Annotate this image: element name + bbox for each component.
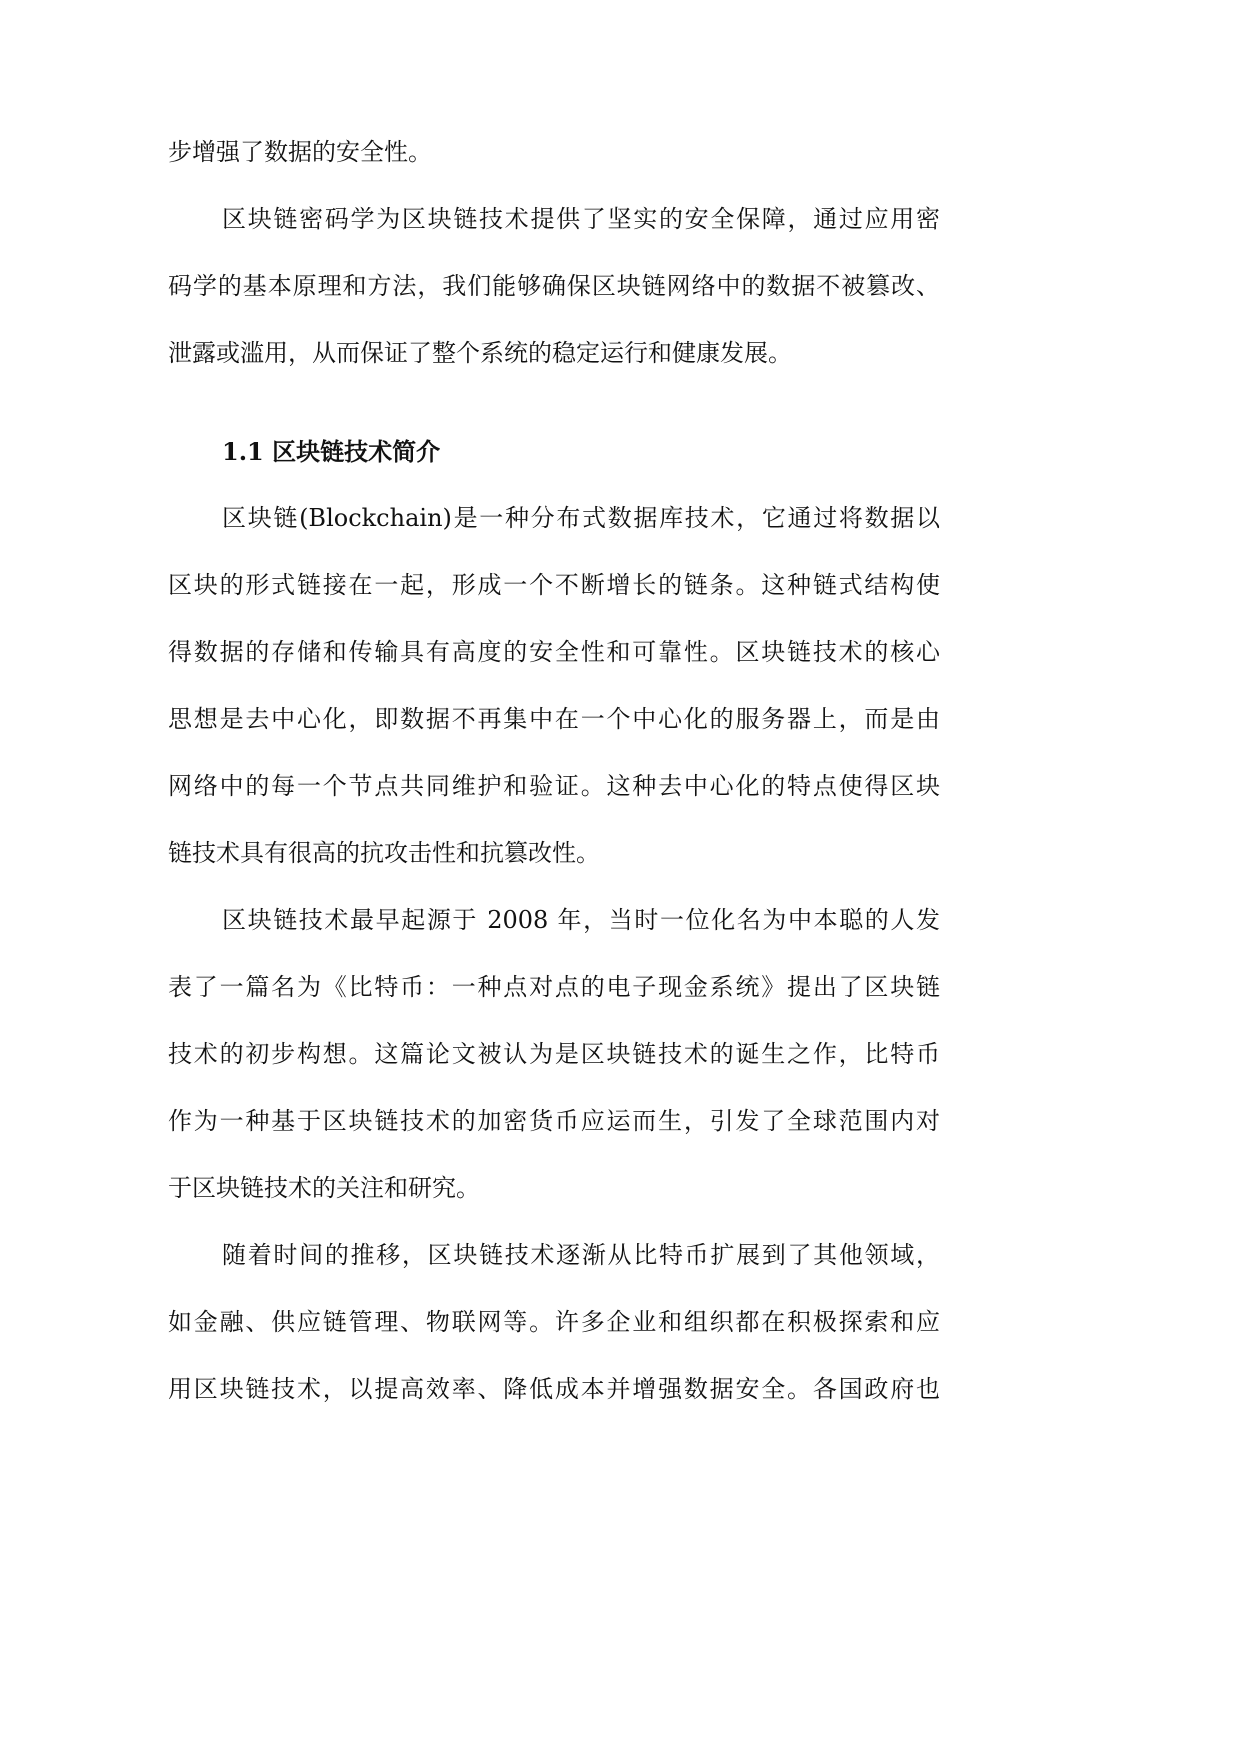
paragraph-line: 如金融、供应链管理、物联网等。许多企业和组织都在积极探索和应 [168,1308,940,1336]
paragraph [168,119,940,186]
paragraph-line: 作为一种基于区块链技术的加密货币应运而生，引发了全球范围内对 [168,1107,940,1135]
paragraph-line: 区块链(Blockchain)是一种分布式数据库技术，它通过将数据以 [222,504,940,532]
paragraph-line: 于区块链技术的关注和研究。 [168,1174,480,1202]
paragraph-line: 用区块链技术，以提高效率、降低成本并增强数据安全。各国政府也 [168,1375,940,1403]
paragraph-line: 思想是去中心化，即数据不再集中在一个中心化的服务器上，而是由 [168,705,940,733]
paragraph-line: 步增强了数据的安全性。 [168,138,432,166]
paragraph-line: 区块链密码学为区块链技术提供了坚实的安全保障，通过应用密 [222,205,940,233]
paragraph-line: 表了一篇名为《比特币：一种点对点的电子现金系统》提出了区块链 [168,973,940,1001]
paragraph-line: 得数据的存储和传输具有高度的安全性和可靠性。区块链技术的核心 [168,638,940,666]
paragraph-line: 区块链技术最早起源于 2008 年，当时一位化名为中本聪的人发 [222,906,940,934]
paragraph [168,887,940,1222]
paragraph-line: 码学的基本原理和方法，我们能够确保区块链网络中的数据不被篡改、 [168,272,940,300]
section-heading: 1.1 区块链技术简介 [222,437,441,466]
paragraph-line: 随着时间的推移，区块链技术逐渐从比特币扩展到了其他领域， [222,1241,940,1269]
paragraph-line: 网络中的每一个节点共同维护和验证。这种去中心化的特点使得区块 [168,772,940,800]
document-body [168,119,940,1423]
paragraph-line: 技术的初步构想。这篇论文被认为是区块链技术的诞生之作，比特币 [168,1040,940,1068]
paragraph-line: 区块的形式链接在一起，形成一个不断增长的链条。这种链式结构使 [168,571,940,599]
paragraph-line: 链技术具有很高的抗攻击性和抗篡改性。 [168,839,600,867]
paragraph [168,186,940,387]
paragraph [168,1222,940,1423]
paragraph [168,485,940,887]
paragraph-line: 泄露或滥用，从而保证了整个系统的稳定运行和健康发展。 [168,339,792,367]
